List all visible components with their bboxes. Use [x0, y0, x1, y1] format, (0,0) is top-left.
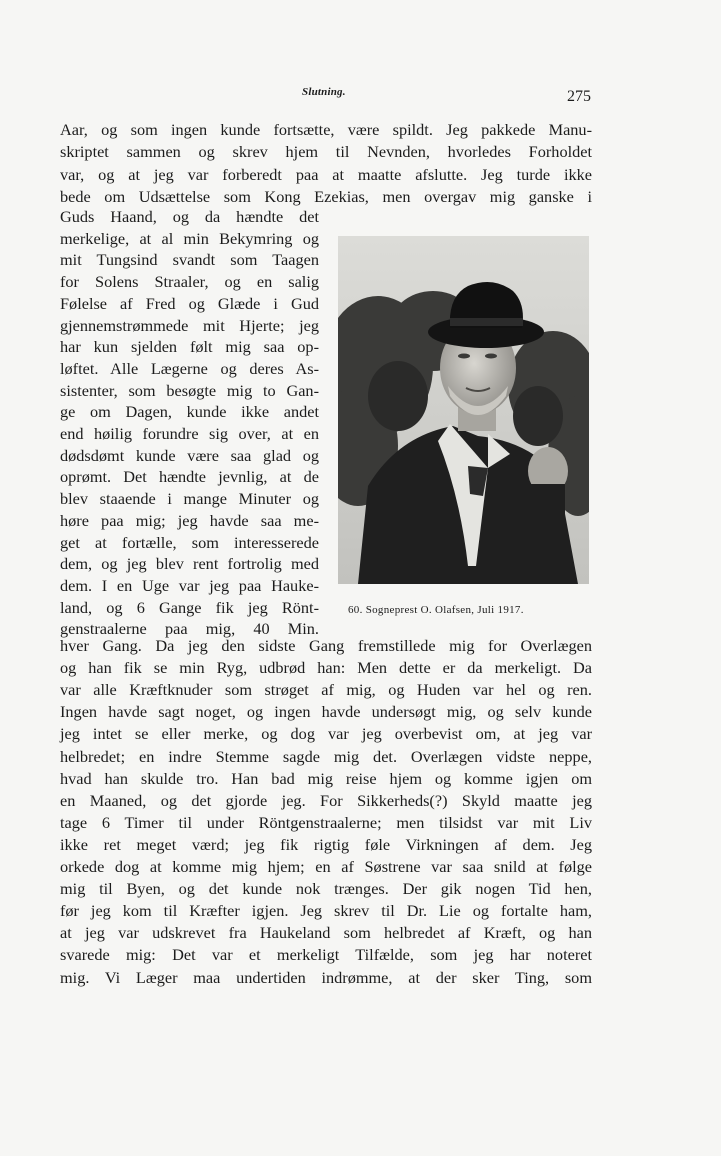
page-number: 275	[567, 88, 591, 105]
text-line: dem. I en Uge var jeg paa Hauke-	[60, 575, 319, 595]
text-line: mig. Vi Læger maa undertiden indrømme, at der sker Ting, som	[60, 967, 592, 987]
text-line: genstraalerne paa mig, 40 Min.	[60, 619, 319, 639]
text-line: en Maaned, og det gjorde jeg. For Sikkerheds(?) Skyld maatte jeg	[60, 790, 592, 810]
text-line: før jeg kom til Kræfter igjen. Jeg skrev til Dr. Lie og fortalte ham,	[60, 901, 592, 921]
text-line: høre paa mig; jeg havde saa me-	[60, 510, 319, 530]
text-line: løftet. Alle Lægerne og deres As-	[60, 358, 319, 378]
text-line: Guds Haand, og da hændte det	[60, 207, 319, 226]
text-line: jeg intet se eller merke, og dog var jeg overbevist om, at jeg var	[60, 724, 592, 744]
text-line: tage 6 Timer til under Röntgenstraalerne; men tilsidst var mit Liv	[60, 812, 592, 832]
text-line: gjennemstrømmede mit Hjerte; jeg	[60, 315, 319, 335]
running-title: Slutning.	[302, 86, 346, 98]
text-line: mit Tungsind svandt som Taagen	[60, 250, 319, 270]
text-line: helbredet; en indre Stemme sagde mig det. Overlægen vidste neppe,	[60, 746, 592, 766]
text-line: mig til Byen, og det kunde nok trænges. Der gik nogen Tid hen,	[60, 879, 592, 899]
text-line: end høilig forundre sig over, at en	[60, 424, 319, 443]
text-line: hver Gang. Da jeg den sidste Gang fremstillede mig for Overlægen	[60, 636, 592, 655]
photo-caption: 60. Sogneprest O. Olafsen, Juli 1917.	[348, 604, 524, 616]
text-line: Ingen havde sagt noget, og ingen havde undersøgt mig, og selv kunde	[60, 702, 592, 722]
text-line: hvad han skulde tro. Han bad mig reise hjem og komme igjen om	[60, 768, 592, 788]
text-line: oprømt. Det hændte jevnlig, at de	[60, 467, 319, 487]
text-line: ikke ret meget værd; jeg fik rigtig føle Virkningen af dem. Jeg	[60, 834, 592, 854]
text-line: orkede dog at komme mig hjem; en af Søstrene var saa snild at følge	[60, 857, 592, 876]
text-line: bede om Udsættelse som Kong Ezekias, men overgav mig ganske i	[60, 186, 592, 206]
text-line: var alle Kræftknuder som strøget af mig, og Huden var hel og ren.	[60, 680, 592, 700]
text-line: Aar, og som ingen kunde fortsætte, være spildt. Jeg pakkede Manu-	[60, 120, 592, 139]
text-line: var, og at jeg var forberedt paa at maatte afslutte. Jeg turde ikke	[60, 164, 592, 184]
text-line: get at fortælle, som interesserede	[60, 532, 319, 552]
text-line: svarede mig: Det var et merkeligt Tilfælde, som jeg har noteret	[60, 945, 592, 965]
text-line: Følelse af Fred og Glæde i Gud	[60, 293, 319, 313]
text-line: sistenter, som besøgte mig to Gan-	[60, 380, 319, 400]
text-line: land, og 6 Gange fik jeg Rönt-	[60, 597, 319, 617]
text-line: merkelige, at al min Bekymring og	[60, 228, 319, 248]
text-line: og han fik se min Ryg, udbrød han: Men dette er da merkeligt. Da	[60, 658, 592, 678]
text-line: at jeg var udskrevet fra Haukeland som helbredet af Kræft, og han	[60, 923, 592, 943]
portrait-photo	[338, 236, 589, 584]
text-line: skriptet sammen og skrev hjem til Nevnden, hvorledes Forholdet	[60, 142, 592, 162]
text-line: ge om Dagen, kunde ikke andet	[60, 402, 319, 422]
text-line: har kun sjelden følt mig saa op-	[60, 337, 319, 357]
text-line: dødsdømt kunde være saa glad og	[60, 445, 319, 465]
text-line: for Solens Straaler, og en salig	[60, 272, 319, 292]
text-line: dem, og jeg blev rent fortrolig med	[60, 554, 319, 574]
text-line: blev staaende i mange Minuter og	[60, 489, 319, 509]
